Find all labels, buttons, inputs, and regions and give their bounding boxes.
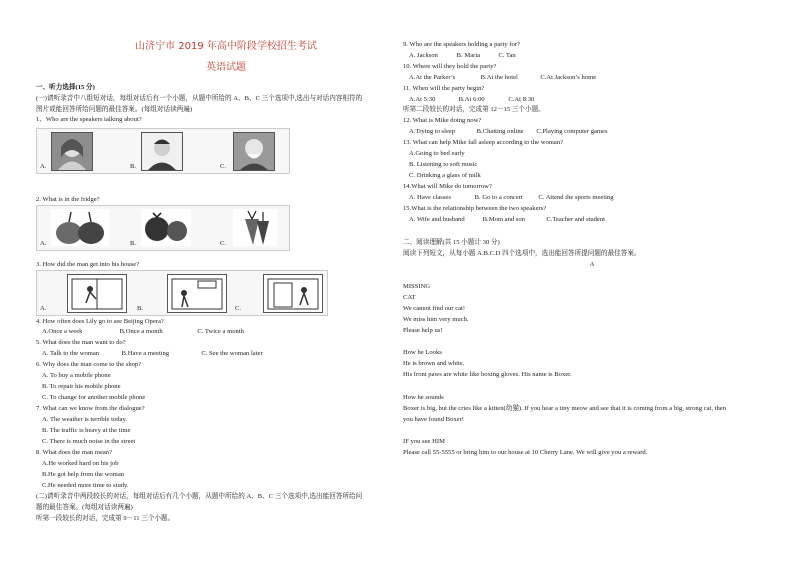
question-6: 6. Why does the man come to the shop? [36, 361, 142, 368]
option-a-label: A. [40, 163, 47, 170]
option-a-label: A. [40, 305, 47, 312]
option-c: C.Playing computer games [536, 128, 608, 135]
tomatoes-icon [141, 209, 191, 246]
option-b-label: B. [130, 163, 137, 170]
question-9-options [403, 51, 516, 62]
option-a: A. Talk to the woman [42, 350, 100, 357]
option-b-label: B. [137, 305, 144, 312]
passage-line: His front paws are white like boxing gloves. His name is Boxer. [403, 371, 572, 378]
question-2-pictures [36, 205, 290, 251]
question-6-option-b: B. To repair his mobile phone [42, 383, 121, 390]
question-13-option-b: B. Listening to soft music [409, 161, 478, 168]
option-b: B.At the hotel [480, 74, 518, 81]
window-climb-icon [67, 274, 127, 313]
question-11: 11. When will the party begin? [403, 85, 485, 92]
passage-line: We cannot find our cat! [403, 305, 466, 312]
question-7-option-c: C. There is much noise in the street [42, 438, 136, 445]
girl-photo-icon [51, 132, 93, 171]
passage-line: Please call 55-5555 or bring him to our house at 10 Cherry Lane. We will give you a reward. [403, 449, 648, 456]
old-man-photo-icon [233, 132, 275, 171]
question-8: 8. What does the man mean? [36, 449, 113, 456]
part2-instruction-line1: (二)请听录音中两段较长的对话，每组对话后有几个小题，从题中所给的 A、B、C 三个选项中,选出能回答所给问 [36, 493, 363, 500]
section-reading-heading: 二、阅读理解(共 15 小题计 30 分) [403, 239, 500, 246]
part1-instruction-line2: 图片或能回答所给问题的最佳答案。(每组对话读两遍) [36, 106, 193, 113]
question-13-option-a: A.Going to bed early [409, 150, 465, 157]
option-c: C. Attend the sports meeting [538, 194, 614, 201]
option-b: B. Maria [456, 52, 481, 59]
option-b: B.At 6:00 [458, 96, 485, 103]
question-2: 2. What is in the fridge? [36, 196, 100, 203]
question-12-options [403, 127, 608, 138]
question-1-pictures [36, 128, 290, 174]
question-11-options [403, 95, 534, 106]
door-number-icon [167, 274, 227, 313]
part2-instruction-line2: 题的最佳答案。(每组对话读两遍) [36, 504, 133, 511]
section-listening-heading: 一、听力选择(15 分) [36, 84, 95, 91]
option-c: C.Teacher and student [546, 216, 605, 223]
question-15: 15.What is the relationship between the two speakers? [403, 205, 547, 212]
option-a: A.At 5:30 [409, 96, 436, 103]
question-10: 10. Where will they hold the party? [403, 63, 497, 70]
option-c: C. Tan [498, 52, 516, 59]
question-7-option-a: A. The weather is terrible today. [42, 416, 127, 423]
question-14-options [403, 193, 614, 204]
question-3-pictures [36, 270, 328, 316]
option-c-label: C. [235, 305, 242, 312]
question-15-options [403, 215, 605, 226]
option-a: A. Jackson [409, 52, 438, 59]
passage-line: Please help us! [403, 327, 443, 334]
question-13-option-c: C. Drinking a glass of milk [409, 172, 481, 179]
reading-instruction: 阅读下列短文，从每小题 A.B.C.D 四个选项中，选出能回答所提问题的最佳答案。 [403, 250, 641, 257]
exam-subtitle: 英语试题 [206, 62, 246, 73]
young-man-photo-icon [141, 132, 183, 171]
question-7: 7. What can we know from the dialogue? [36, 405, 145, 412]
option-b: B.Chatting online [476, 128, 524, 135]
question-9: 9. Who are the speakers holding a party for? [403, 41, 520, 48]
question-6-option-a: A. To buy a mobile phone [42, 372, 111, 379]
question-4: 4. How often does Lily go to see Beijing Opera? [36, 318, 164, 325]
exam-title: 山济宁市 2019 年高中阶段学校招生考试 [135, 41, 317, 52]
option-a: A.Trying to sleep [409, 128, 456, 135]
part2-dialogue1-note: 听第一段较长的对话，完成第 9－11 三个小题。 [36, 515, 175, 522]
passage-letter: A [589, 261, 595, 268]
passage-line: you have found Boxer! [403, 416, 464, 423]
passage-heading-see-him: IF you see HIM [403, 438, 445, 445]
option-b: B.Have a meeting [121, 350, 170, 357]
passage-heading-sounds: How he sounds [403, 394, 444, 401]
option-c: C.At Jackson’s home [540, 74, 597, 81]
question-8-option-b: B.He got help from the woman [42, 471, 125, 478]
option-b: B.Mom and son [482, 216, 525, 223]
passage-line: We miss him very much. [403, 316, 469, 323]
option-c: C.At 8:30 [508, 96, 535, 103]
question-8-option-a: A.He worked hard on his job [42, 460, 119, 467]
poster-cat: CAT [403, 294, 416, 301]
passage-heading-looks: How he Looks [403, 349, 442, 356]
carrots-icon [233, 209, 277, 246]
question-14: 14.What will Mike do tomorrow? [403, 183, 492, 190]
option-c: C. See the woman later [201, 350, 263, 357]
option-a: A. Wife and husband [409, 216, 465, 223]
question-1: 1、Who are the speakers talking about? [36, 116, 142, 123]
option-c-label: C. [220, 240, 227, 247]
question-5-options [36, 349, 263, 360]
part2-dialogue2-note: 听第二段较长的对话，完成第 12－15 三个小题。 [403, 106, 545, 113]
question-10-options [403, 73, 596, 84]
question-6-option-c: C. To change for another mobile phone [42, 394, 146, 401]
passage-line: Boxer is big, but the cries like a kitten(幼猫). If you hear a tiny meow and see that it is coming from a big, strong cat, then [403, 405, 727, 412]
question-5: 5. What does the man want to do? [36, 339, 126, 346]
question-13: 13. What can help Mike fall asleep according to the woman? [403, 139, 564, 146]
option-c-label: C. [220, 163, 227, 170]
option-a: A.Once a week [42, 328, 83, 335]
question-12: 12. What is Mike doing now? [403, 117, 482, 124]
passage-line: He is brown and white. [403, 360, 465, 367]
question-8-option-c: C.He needed more time to study. [42, 482, 129, 489]
question-7-option-b: B. The traffic is heavy at the time [42, 427, 131, 434]
option-b-label: B. [130, 240, 137, 247]
option-a-label: A. [40, 240, 47, 247]
poster-missing: MISSING [403, 283, 431, 290]
option-a: A. Have classes [409, 194, 451, 201]
question-4-options [36, 327, 244, 338]
option-a: A.At the Parker’s [409, 74, 456, 81]
onions-icon [51, 209, 109, 246]
door-key-icon [263, 274, 323, 313]
option-b: B. Go to a concert [474, 194, 523, 201]
part1-instruction-line1: (一)请听录音中八组短对话，每组对话后有一个小题，从题中所给的 A、B、C 三个选项中,选出与对话内容相符的 [36, 95, 363, 102]
question-3: 3. How did the man get into his house? [36, 261, 140, 268]
option-c: C. Twice a month [197, 328, 244, 335]
option-b: B.Once a month [119, 328, 163, 335]
